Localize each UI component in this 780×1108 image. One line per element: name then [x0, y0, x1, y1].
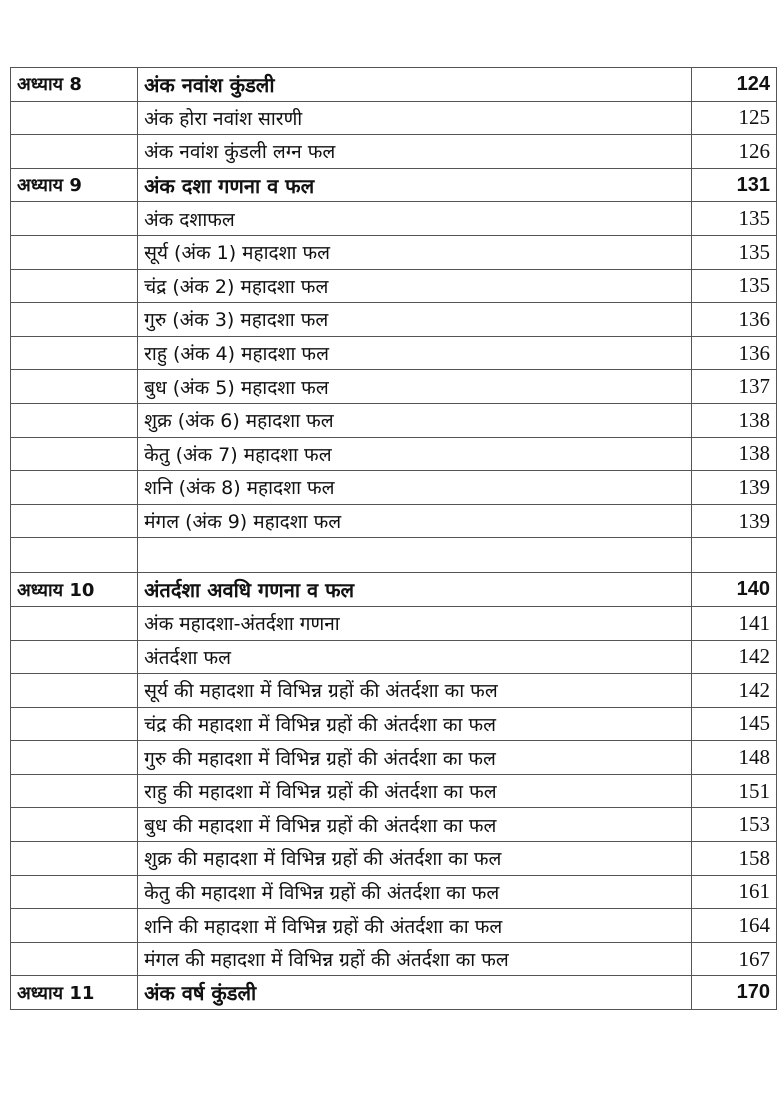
chapter-label	[11, 504, 138, 538]
page-number: 151	[691, 774, 776, 808]
entry-title: बुध की महादशा में विभिन्न ग्रहों की अंतर्दशा का फल	[138, 808, 692, 842]
chapter-label	[11, 269, 138, 303]
chapter-row	[11, 168, 777, 202]
toc-row	[11, 403, 777, 437]
toc-body	[11, 68, 777, 1010]
toc-row	[11, 707, 777, 741]
entry-title: बुध (अंक 5) महादशा फल	[138, 370, 692, 404]
chapter-label	[11, 437, 138, 471]
toc-row	[11, 202, 777, 236]
toc-row	[11, 336, 777, 370]
chapter-label	[11, 842, 138, 876]
toc-row	[11, 135, 777, 169]
chapter-label: अध्याय 8	[11, 68, 138, 102]
entry-title: अंक होरा नवांश सारणी	[138, 101, 692, 135]
toc-row	[11, 471, 777, 505]
chapter-label	[11, 370, 138, 404]
entry-title: सूर्य की महादशा में विभिन्न ग्रहों की अंतर्दशा का फल	[138, 674, 692, 708]
page-number: 137	[691, 370, 776, 404]
entry-title: अंक महादशा-अंतर्दशा गणना	[138, 606, 692, 640]
page-number: 138	[691, 403, 776, 437]
entry-title: गुरु की महादशा में विभिन्न ग्रहों की अंतर्दशा का फल	[138, 741, 692, 775]
toc-row	[11, 875, 777, 909]
page-number: 126	[691, 135, 776, 169]
toc-row	[11, 909, 777, 943]
page-number: 153	[691, 808, 776, 842]
page-number: 140	[691, 573, 776, 607]
entry-title: केतु (अंक 7) महादशा फल	[138, 437, 692, 471]
chapter-label	[11, 303, 138, 337]
toc-row	[11, 235, 777, 269]
toc-row	[11, 774, 777, 808]
toc-row	[11, 640, 777, 674]
page-number: 135	[691, 269, 776, 303]
table-of-contents	[10, 67, 777, 1010]
blank-row	[11, 538, 777, 573]
entry-title: गुरु (अंक 3) महादशा फल	[138, 303, 692, 337]
entry-title: राहु (अंक 4) महादशा फल	[138, 336, 692, 370]
chapter-label	[11, 774, 138, 808]
chapter-label	[11, 808, 138, 842]
chapter-row	[11, 68, 777, 102]
entry-title: शुक्र की महादशा में विभिन्न ग्रहों की अंतर्दशा का फल	[138, 842, 692, 876]
page-number: 124	[691, 68, 776, 102]
chapter-label	[11, 135, 138, 169]
page-number: 125	[691, 101, 776, 135]
page-number: 167	[691, 942, 776, 976]
toc-row	[11, 370, 777, 404]
entry-title: शनि की महादशा में विभिन्न ग्रहों की अंतर्दशा का फल	[138, 909, 692, 943]
page-number: 142	[691, 640, 776, 674]
chapter-label: अध्याय 11	[11, 976, 138, 1010]
chapter-label: अध्याय 10	[11, 573, 138, 607]
page-number: 136	[691, 336, 776, 370]
toc-row	[11, 674, 777, 708]
entry-title	[138, 538, 692, 573]
entry-title: चंद्र (अंक 2) महादशा फल	[138, 269, 692, 303]
entry-title: अंक वर्ष कुंडली	[138, 976, 692, 1010]
entry-title: अंक दशा गणना व फल	[138, 168, 692, 202]
page-number: 145	[691, 707, 776, 741]
page-number: 135	[691, 235, 776, 269]
page-number: 139	[691, 504, 776, 538]
entry-title: अंतर्दशा फल	[138, 640, 692, 674]
chapter-label	[11, 538, 138, 573]
page-number: 148	[691, 741, 776, 775]
page-number: 170	[691, 976, 776, 1010]
page-number: 131	[691, 168, 776, 202]
toc-row	[11, 269, 777, 303]
toc-row	[11, 303, 777, 337]
toc-row	[11, 741, 777, 775]
page-number: 138	[691, 437, 776, 471]
toc-row	[11, 942, 777, 976]
chapter-label	[11, 741, 138, 775]
entry-title: मंगल (अंक 9) महादशा फल	[138, 504, 692, 538]
chapter-row	[11, 976, 777, 1010]
entry-title: शुक्र (अंक 6) महादशा फल	[138, 403, 692, 437]
chapter-label	[11, 403, 138, 437]
page-number: 161	[691, 875, 776, 909]
chapter-label	[11, 640, 138, 674]
chapter-label	[11, 471, 138, 505]
entry-title: केतु की महादशा में विभिन्न ग्रहों की अंतर्दशा का फल	[138, 875, 692, 909]
entry-title: चंद्र की महादशा में विभिन्न ग्रहों की अंतर्दशा का फल	[138, 707, 692, 741]
entry-title: मंगल की महादशा में विभिन्न ग्रहों की अंतर्दशा का फल	[138, 942, 692, 976]
toc-row	[11, 842, 777, 876]
page-number: 158	[691, 842, 776, 876]
page-number: 135	[691, 202, 776, 236]
page-number: 139	[691, 471, 776, 505]
entry-title: अंक नवांश कुंडली	[138, 68, 692, 102]
entry-title: अंक दशाफल	[138, 202, 692, 236]
toc-row	[11, 101, 777, 135]
chapter-label	[11, 606, 138, 640]
toc-row	[11, 808, 777, 842]
chapter-label: अध्याय 9	[11, 168, 138, 202]
chapter-label	[11, 909, 138, 943]
chapter-row	[11, 573, 777, 607]
page-number	[691, 538, 776, 573]
entry-title: सूर्य (अंक 1) महादशा फल	[138, 235, 692, 269]
entry-title: अंक नवांश कुंडली लग्न फल	[138, 135, 692, 169]
page-number: 142	[691, 674, 776, 708]
chapter-label	[11, 707, 138, 741]
entry-title: अंतर्दशा अवधि गणना व फल	[138, 573, 692, 607]
page-number: 141	[691, 606, 776, 640]
chapter-label	[11, 942, 138, 976]
entry-title: राहु की महादशा में विभिन्न ग्रहों की अंतर्दशा का फल	[138, 774, 692, 808]
page-number: 164	[691, 909, 776, 943]
chapter-label	[11, 235, 138, 269]
chapter-label	[11, 202, 138, 236]
page-number: 136	[691, 303, 776, 337]
chapter-label	[11, 336, 138, 370]
chapter-label	[11, 101, 138, 135]
chapter-label	[11, 674, 138, 708]
chapter-label	[11, 875, 138, 909]
toc-row	[11, 606, 777, 640]
toc-row	[11, 437, 777, 471]
entry-title: शनि (अंक 8) महादशा फल	[138, 471, 692, 505]
toc-row	[11, 504, 777, 538]
